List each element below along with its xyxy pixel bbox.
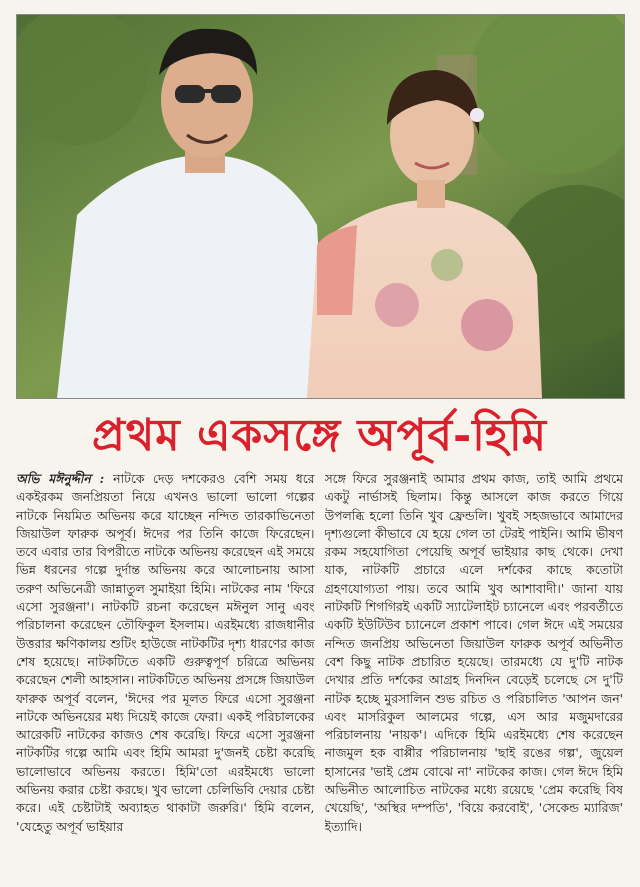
headline: প্রথম একসঙ্গে অপূর্ব-হিমি (91, 410, 548, 461)
column-2-text: সঙ্গে ফিরে সুরঞ্জনাই আমার প্রথম কাজ, তাই আমি প্রথমে একটু নার্ভাসই ছিলাম। কিন্তু আসলে কাজ করতে গিয়ে উপলব্ধি হলো তিনি খুব ফ্রেন্ডলি। খুবই সহজভাবে আমাদের দৃশ্যগুলো কীভাবে যে হয়ে গেল তা টেরই পাইনি। আমি ভীষণ রকম সহযোগিতা পেয়েছি অপূর্ব ভাইয়ার কাছ থেকে। দেখা যাক, নাটকটি প্রচারে এলে দর্শকের কাছে কতোটা গ্রহণযোগ্যতা পায়। তবে আমি খুব আশাবাদী।' জানা যায় নাটকটি শিগগিরই একটি স্যাটেলাইট চ্যানেলে এবং পরবর্তীতে একটি ইউটিউব চ্যানেলে প্রকাশ পাবে। গেল ঈদে এই সময়ের নন্দিত জনপ্রিয় অভিনেতা জিয়াউল ফারুক অপূর্ব অভিনীত বেশ কিছু নাটক প্রচারিত হয়েছে। তারমধ্যে যে দু'টি নাটক দেখার প্রতি দর্শকের আগ্রহ দিনদিন বেড়েই চলেছে সে দু'টি নাটক হচ্ছে মুরসালিন শুভ রচিত ও পরিচালিত 'আপন জন' এবং মাসরিকুল আলমের গল্পে, এস আর মজুমদারের পরিচালনায় 'নায়ক'। এদিকে হিমি এরইমধ্যে শেষ করেছেন নাজমুল হক বাপ্পীর পরিচালনায় 'ছাই রঙের গল্প', জুয়েল হাসানের 'ভাই প্রেম বোঝে না' নাটকের কাজ। গেল ঈদে হিমি অভিনীত আলোচিত নাটকের মধ্যে রয়েছে 'প্রেম করেছি বিষ খেয়েছি', 'অস্থির দম্পতি', 'বিয়ে করবোই', 'সেকেন্ড ম্যারিজ' ইত্যাদি। (324, 471, 623, 834)
article-column-2 (325, 470, 624, 880)
lead-photo-illustration (17, 15, 624, 398)
byline: অভি মঈনুদ্দীন : (16, 471, 114, 486)
column-1-text: নাটকে দেড় দশকেরও বেশি সময় ধরে একইরকম জনপ্রিয়তা নিয়ে এখনও ভালো ভালো গল্পের নাটকে নিয়মিত অভিনয় করে যাচ্ছেন নন্দিত তারকাভিনেতা জিয়াউল ফারুক অপূর্ব। ঈদের পর তিনি কাজে ফিরেছেন। তবে এবার তার বিপরীতে নাটকে অভিনয় করেছেন এই সময়ে ভিন্ন ধরনের গল্পে দুর্দান্ত অভিনয় করে আলোচনায় আসা তরুণ অভিনেত্রী জান্নাতুল সুমাইয়া হিমি। নাটকের নাম 'ফিরে এসো সুরঞ্জনা'। নাটকটি রচনা করেছেন মঈনুল সানু এবং পরিচালনা করেছেন তৌফিকুল ইসলাম। এরইমধ্যে রাজধানীর উত্তরার ক্ষণিকালয় শুটিং হাউজে নাটকটির দৃশ্য ধারণের কাজ শেষ হয়েছে। নাটকটিতে একটি গুরুত্বপূর্ণ চরিত্রে অভিনয় করেছেন শেলী আহসান। নাটকটিতে অভিনয় প্রসঙ্গে জিয়াউল ফারুক অপূর্ব বলেন, 'ঈদের পর মূলত ফিরে এসো সুরঞ্জনা নাটকে অভিনয়ের মধ্য দিয়েই কাজে ফেরা। একই পরিচালকের আরেকটি নাটকের কাজও শেষ করেছি। ফিরে এসো সুরঞ্জনা নাটকটির গল্পে আমি এবং হিমি আমরা দু'জনই চেষ্টা করেছি ভালোভাবে অভিনয় করতে। হিমি'তো এরইমধ্যে ভালো অভিনয় করার চেষ্টা করছে। খুব ভালো চেলিভিবি দেয়ার চেষ্টা করে। এই চেষ্টাটাই অব্যাহত থাকাটা জরুরি।' হিমি বলেন, 'যেহেতু অপূর্ব ভাইয়ার (16, 471, 315, 834)
article-column-1 (16, 470, 315, 880)
article-body (16, 470, 623, 880)
lead-photo (16, 14, 625, 399)
